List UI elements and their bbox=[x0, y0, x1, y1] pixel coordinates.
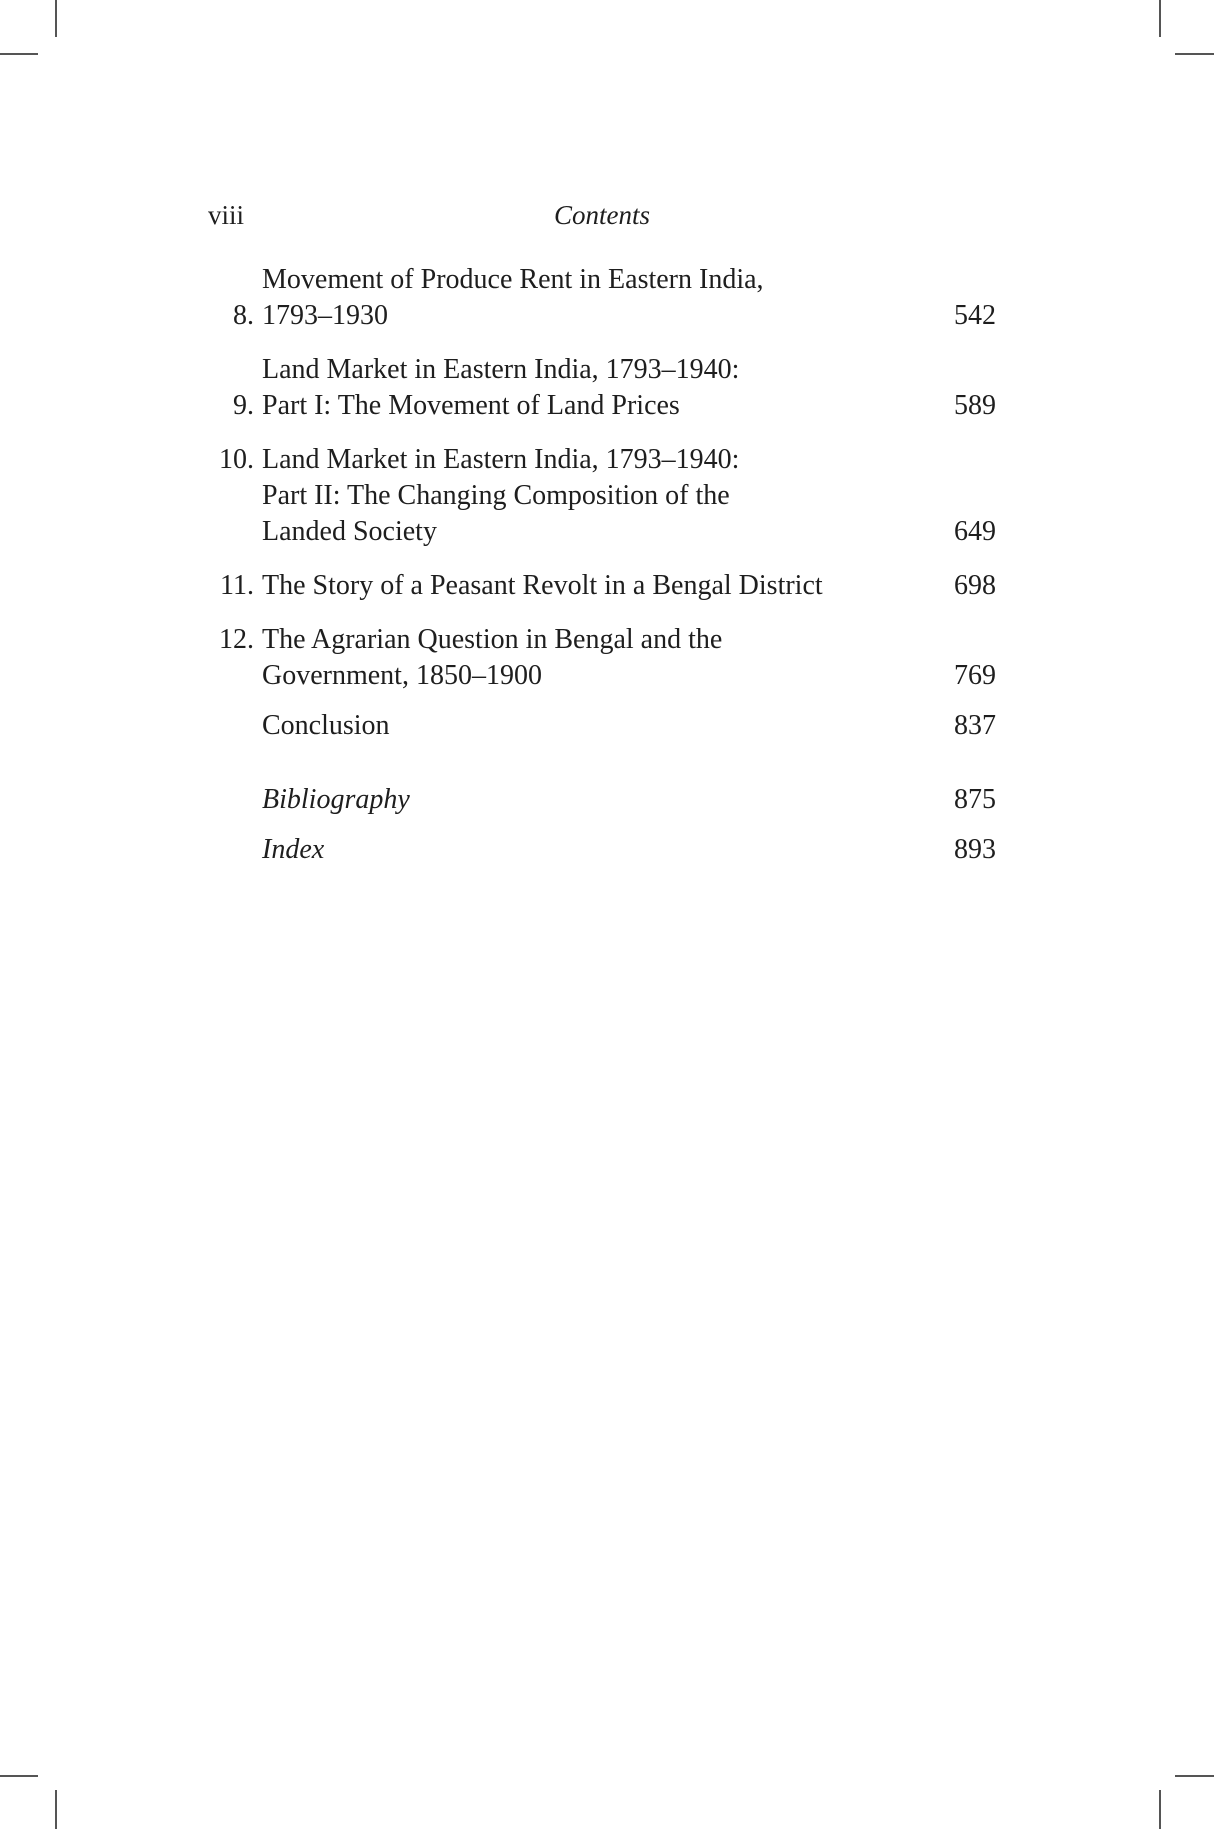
page-number: 893 bbox=[954, 834, 996, 865]
page-number: 698 bbox=[954, 570, 996, 601]
title-line: Land Market in Eastern India, 1793–1940: bbox=[262, 444, 740, 475]
chapter-number: 11. bbox=[220, 570, 254, 601]
toc-entry-chapter-8 bbox=[208, 262, 996, 334]
title-line: 1793–1930 bbox=[262, 300, 388, 331]
page-number: 875 bbox=[954, 784, 996, 815]
running-title: Contents bbox=[553, 200, 650, 230]
page-number: 837 bbox=[954, 710, 996, 741]
title-line: Part II: The Changing Composition of the bbox=[262, 480, 730, 511]
section-title bbox=[262, 708, 916, 744]
page-folio: viii bbox=[208, 200, 245, 230]
crop-mark-bottom-left-horizontal bbox=[0, 1775, 38, 1777]
chapter-number: 10. bbox=[219, 444, 254, 475]
crop-mark-bottom-right-vertical bbox=[1159, 1790, 1161, 1829]
table-of-contents bbox=[208, 262, 996, 868]
title-line: The Story of a Peasant Revolt in a Bengal District bbox=[262, 570, 823, 601]
chapter-number: 12. bbox=[219, 624, 254, 655]
chapter-title bbox=[262, 262, 916, 334]
title-line: Land Market in Eastern India, 1793–1940: bbox=[262, 354, 740, 385]
toc-entry-chapter-12 bbox=[208, 622, 996, 694]
toc-entry-chapter-11 bbox=[208, 568, 996, 604]
title-line: Government, 1850–1900 bbox=[262, 660, 542, 691]
section-title bbox=[262, 832, 916, 868]
page-number: 542 bbox=[954, 300, 996, 331]
crop-mark-top-left-horizontal bbox=[0, 53, 38, 55]
title-line: Index bbox=[262, 834, 325, 865]
chapter-number: 9. bbox=[233, 390, 254, 421]
chapter-title bbox=[262, 622, 916, 694]
toc-entry-bibliography bbox=[208, 782, 996, 818]
page-number: 649 bbox=[954, 516, 996, 547]
chapter-title bbox=[262, 568, 916, 604]
title-line: Part I: The Movement of Land Prices bbox=[262, 390, 680, 421]
crop-mark-bottom-left-vertical bbox=[55, 1790, 57, 1829]
toc-entry-chapter-10 bbox=[208, 442, 996, 550]
toc-entry-index bbox=[208, 832, 996, 868]
title-line: Bibliography bbox=[262, 784, 410, 815]
crop-mark-top-left-vertical bbox=[55, 0, 57, 37]
page-number: 769 bbox=[954, 660, 996, 691]
crop-mark-top-right-vertical bbox=[1159, 0, 1161, 37]
chapter-title bbox=[262, 442, 916, 550]
title-line: Landed Society bbox=[262, 516, 437, 547]
title-line: Conclusion bbox=[262, 710, 390, 741]
toc-entry-chapter-9 bbox=[208, 352, 996, 424]
page-number: 589 bbox=[954, 390, 996, 421]
title-line: The Agrarian Question in Bengal and the bbox=[262, 624, 723, 655]
title-line: Movement of Produce Rent in Eastern India, bbox=[262, 264, 764, 295]
chapter-number: 8. bbox=[233, 300, 254, 331]
crop-mark-top-right-horizontal bbox=[1175, 53, 1214, 55]
chapter-title bbox=[262, 352, 916, 424]
toc-entry-conclusion bbox=[208, 708, 996, 744]
crop-mark-bottom-right-horizontal bbox=[1175, 1775, 1214, 1777]
section-title bbox=[262, 782, 916, 818]
running-header bbox=[208, 200, 996, 240]
